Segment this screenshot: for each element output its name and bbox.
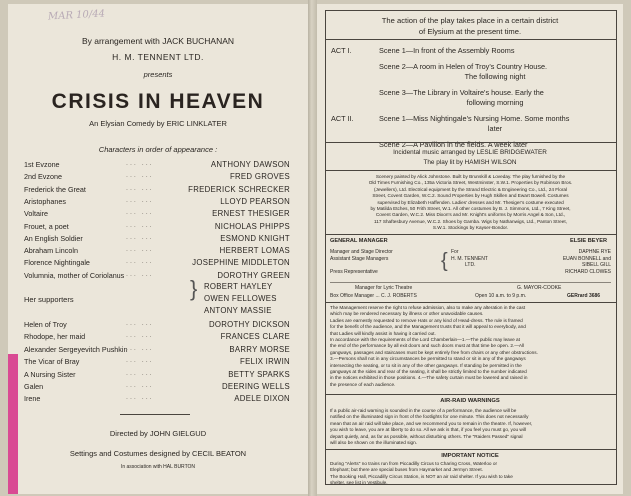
text-line: depart quietly, and, as far as possible, without disturbing others. The "Raiders Passed" signal — [330, 433, 523, 439]
text-line: The Management reserve the right to refuse admission, also to make any alteration in the cast — [330, 305, 526, 310]
text-line: which may be rendered necessary by illness or other unavoidable causes. — [330, 311, 484, 317]
text-line: for the benefit of the audience, and the Management trusts that it will appeal to everybody, and — [330, 324, 526, 330]
text-line: Old Times Furnishing Co., 135a Victoria Street, Westminster, S.W.1. Properties by Robinson Bros. — [368, 180, 573, 186]
divider — [325, 394, 616, 395]
cast-role: Florence Nightingale — [24, 258, 90, 268]
cast-dots: ... ... — [126, 196, 154, 204]
cast-role: 1st Evzone — [24, 160, 60, 169]
staff-brace: { — [441, 250, 448, 272]
scene-text: Scene 1—Miss Nightingale's Nursing Home. Some months — [379, 114, 570, 123]
text-line: gangways, passages and staircases must be kept entirely free from chairs or any other obstructions. — [330, 349, 538, 355]
cast-role: 2nd Evzone — [24, 172, 62, 182]
text-line: the end of the performance by all exit doors and such doors must at that time be open. 2.—All — [330, 343, 525, 349]
divider — [325, 449, 616, 450]
pink-tab — [8, 354, 18, 494]
text-line: Street, Covent Garden, W.C.2. Sound Properties by Hugh Skillen and Ewart Bowell. Costumes — [372, 193, 569, 199]
play-title: CRISIS IN HEAVEN — [51, 90, 265, 113]
air-raid-text — [330, 408, 611, 446]
right-page — [317, 4, 623, 494]
play-subtitle: An Elysian Comedy by ERIC LINKLATER — [89, 119, 227, 128]
cast-actor: FREDERICK SCHRECKER — [188, 184, 290, 194]
text-line: Covent Garden, W.C.2. Miss Dixon's and Mr. Knight's uniforms by Morris Angel & Son, Ltd., — [375, 212, 566, 218]
cast-dots: ... ... — [126, 332, 154, 340]
box-office-phone: GERrard 3686 — [567, 293, 601, 299]
cast-dots: ... ... — [126, 270, 154, 278]
text-line: supervised by Elizabeth Haffenden. Ladies' dresses and Mr. Thesiger's costume executed — [377, 199, 564, 205]
staff-name: DAPHNE RYE — [578, 249, 611, 255]
scene-extra: The following night — [464, 72, 526, 81]
cast-role: An English Soldier — [24, 233, 83, 243]
staff-role: Assistant Stage Managers — [330, 255, 389, 262]
cast-actor: ERNEST THESIGER — [212, 209, 290, 219]
cast-role: A Nursing Sister — [24, 369, 76, 379]
divider — [325, 39, 616, 40]
page-fold — [308, 0, 317, 496]
lyric-manager-name: G. MAYOR-COOKE — [517, 285, 562, 291]
scene-text: Scene 2—A room in Helen of Troy's Country House. — [379, 62, 548, 71]
settings-credit: Settings and Costumes designed by CECIL BEATON — [69, 449, 247, 458]
pencil-note: MAR 10/44 — [47, 8, 106, 23]
text-line: If a public air-raid warning is sounded in the course of a performance, the audience will be — [330, 408, 517, 413]
text-line: 117 Shaftesbury Avenue, W.C.2. Shoes by Gamba. Wigs by Nathanwigs, Ltd., Panton Street, — [374, 218, 567, 224]
cast-dots: ... ... — [126, 357, 154, 365]
supporter-actor: ROBERT HAYLEY — [204, 282, 273, 291]
act-label: ACT II. — [331, 114, 354, 123]
cast-actor: ANTHONY DAWSON — [210, 160, 290, 169]
cast-actor: FRANCES CLARE — [220, 332, 290, 342]
cast-role: Voltaire — [24, 209, 48, 219]
text-line: (Jewellers), Ltd. Electrical equipment by the Strand Electric & Engineering Co., Ltd., 24 Floral — [373, 186, 568, 192]
staff-name: RICHARD CLOWES — [565, 268, 611, 275]
staff-name: EUAN BONNELL and — [562, 255, 611, 262]
characters-heading: Characters in order of appearance : — [98, 145, 218, 154]
text-line: 3.—Persons shall not in any circumstances be permitted to stand or sit in any of the gangways — [330, 356, 526, 362]
arrangement-line: By arrangement with JACK BUCHANAN — [81, 36, 235, 46]
cast-actor: NICHOLAS PHIPPS — [214, 221, 290, 231]
cast-actor: LLOYD PEARSON — [220, 196, 290, 206]
important-notice-text — [330, 461, 611, 487]
text-line: the presence of each audience. — [330, 381, 396, 387]
text-line: mean that an air raid will take place, and we recommend you to remain in the theatre. If, however, — [330, 420, 533, 426]
cast-dots: ... ... — [126, 320, 154, 327]
general-manager-name: ELSIE BEYER — [570, 238, 607, 244]
divider — [325, 234, 616, 235]
lighting-credit: The play lit by HAMISH WILSON — [423, 159, 517, 166]
text-line: S.W.1. Stockings by Kayser-Bondor. — [432, 225, 509, 231]
text-line: by Matilda Etches, 50 Frith Street, W.1. All other costumes by B. J. Simmons, Ltd., 7 King Street, — [370, 206, 571, 212]
cast-actor: BARRY MORSE — [229, 344, 290, 354]
production-credits — [330, 174, 611, 232]
action-line-2: of Elysium at the present time. — [418, 27, 522, 36]
cast-role: Abraham Lincoln — [24, 246, 78, 256]
staff-role: Manager and Stage Director — [330, 249, 393, 255]
text-line: will also be shown on the illuminated sign. — [330, 440, 418, 446]
for-label: For — [451, 249, 459, 255]
cast-dots: ... ... — [126, 160, 154, 167]
scene-extra: later — [487, 124, 503, 133]
text-line: shelter, see list in Vestibule. — [330, 480, 388, 486]
cast-actor: HERBERT LOMAS — [219, 246, 290, 256]
cast-dots: ... ... — [126, 209, 154, 217]
cast-actor: FRED GROVES — [229, 172, 290, 182]
cast-actor: JOSEPHINE MIDDLETON — [192, 258, 290, 268]
cast-role: The Vicar of Bray — [24, 357, 80, 367]
cast-dots: ... ... — [126, 246, 154, 254]
company-suffix: LTD. — [465, 262, 476, 268]
text-line: intersecting the seating, or to sit in any of the other gangways. If standing be permitted in the — [330, 362, 522, 368]
cast-actor: ADELE DIXON — [234, 394, 290, 404]
company-name: H. M. TENNENT — [451, 256, 488, 262]
text-line: in the notices exhibited in those positions. 4.—The safety curtain must be lowered and raised in — [330, 375, 528, 381]
text-line: you wish to leave, you are at liberty to do so. All we ask is that, if you feel you must go, you will — [330, 427, 526, 433]
text-line: Elephant; but there are special buses from Haymarket and Jermyn Street. — [330, 467, 483, 473]
text-line: Scenery painted by Alick Johnstone. Built by Brunskill & Loveday. The play furnished by the — [375, 174, 566, 179]
staff-name: SIBELL GILL — [582, 262, 611, 268]
text-line: In accordance with the requirements of the Lord Chamberlain—1.—The public may leave at — [330, 337, 520, 343]
music-credit: Incidental music arranged by LESLIE BRIDGEWATER — [393, 149, 547, 156]
cast-role: Alexander Sergeyevitch Pushkin — [24, 344, 128, 354]
directed-by: Directed by JOHN GIELGUD — [109, 429, 207, 438]
cast-role: Frederick the Great — [24, 184, 86, 194]
staff-role: Press Representative — [330, 268, 378, 275]
cast-dots: ... ... — [126, 369, 154, 377]
presents-line: presents — [143, 70, 173, 79]
management-notices — [330, 305, 611, 388]
cast-dots: ... ... — [126, 258, 154, 266]
cast-dots: ... ... — [126, 344, 154, 352]
cast-role: Irene — [24, 394, 41, 404]
lyric-manager-label: Manager for Lyric Theatre — [355, 285, 413, 291]
act-label: ACT I. — [331, 46, 352, 55]
cast-dots: ... ... — [126, 394, 154, 402]
producer-line: H. M. TENNENT LTD. — [112, 52, 204, 62]
cast-dots: ... ... — [126, 233, 154, 241]
cast-dots: ... ... — [126, 382, 154, 389]
cast-role: Aristophanes — [24, 196, 66, 206]
scene-extra: following morning — [466, 98, 524, 107]
scene-text: Scene 2—A Pavilion in the fields. A week later — [379, 140, 528, 149]
important-notice-heading: IMPORTANT NOTICE — [441, 453, 499, 459]
supporters-label: Her supporters — [24, 295, 74, 304]
supporters-brace: } — [190, 276, 198, 301]
cast-actor: FELIX IRWIN — [240, 357, 290, 367]
cast-actor: ESMOND KNIGHT — [220, 233, 290, 243]
cast-role: Galen — [24, 382, 44, 391]
cast-dots: ... ... — [126, 184, 154, 192]
cast-role: Helen of Troy — [24, 320, 67, 329]
cast-dots: ... ... — [126, 221, 154, 229]
cast-actor: BETTY SPARKS — [228, 369, 290, 379]
divider — [325, 170, 616, 171]
box-office-hours: Open 10 a.m. to 9 p.m. — [475, 293, 527, 299]
scene-text: Scene 3—The Library in Voltaire's house. Early the — [379, 88, 544, 97]
cast-actor: DOROTHY GREEN — [217, 270, 290, 280]
text-line: Ladies are earnestly requested to remove Hats or any kind of Head-dress. The rule is framed — [330, 317, 523, 323]
cast-dots: ... ... — [126, 172, 154, 180]
air-raid-heading: AIR-RAID WARNINGS — [440, 398, 500, 404]
action-line-1: The action of the play takes place in a certain district — [381, 16, 559, 25]
cast-role: Volumnia, mother of Coriolanus — [24, 270, 125, 280]
cast-actor: DOROTHY DICKSON — [208, 320, 290, 329]
text-line: gangways at the sides and rear of the seating, it shall be strictly limited to the number indicated — [330, 369, 527, 375]
text-line: The Booking Hall, Piccadilly Circus Station, is NOT an air raid shelter. If you wish to take — [330, 473, 513, 479]
divider — [325, 142, 616, 143]
cast-role: Frouet, a poet — [24, 221, 69, 231]
divider — [120, 414, 190, 415]
supporter-actor: OWEN FELLOWES — [204, 294, 277, 303]
text-line: During "Alerts" no trains run from Piccadilly Circus to Charing Cross, Waterloo or — [330, 461, 498, 466]
supporter-actor: ANTONY MASSIE — [204, 306, 272, 315]
text-line: notified on the illuminated sign in front of the footlights for one minute. This does not necessarily — [330, 414, 529, 420]
scene-text: Scene 1—In front of the Assembly Rooms — [379, 46, 515, 55]
box-office-manager: Box Office Manager ... C. J. ROBERTS — [330, 293, 417, 299]
cast-actor: DEERING WELLS — [221, 382, 290, 391]
general-manager-label: GENERAL MANAGER — [330, 238, 388, 244]
text-line: that Ladies will kindly assist in having it carried out. — [330, 330, 436, 336]
divider — [330, 282, 611, 283]
left-page — [8, 4, 308, 494]
association-credit: In association with HAL BURTON — [120, 464, 196, 470]
cast-role: Rhodope, her maid — [24, 332, 86, 342]
divider — [325, 302, 616, 303]
